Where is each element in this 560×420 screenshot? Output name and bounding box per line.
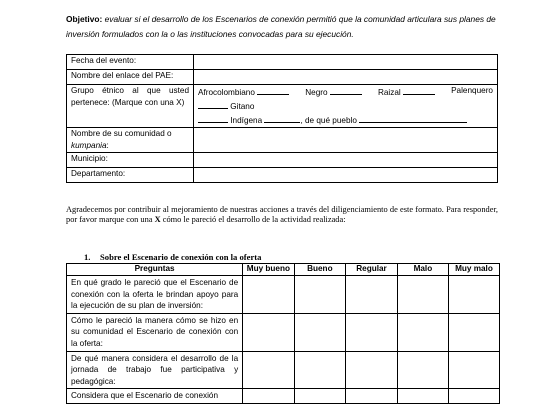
- rating-cell-regular[interactable]: [346, 276, 398, 314]
- event-date-field[interactable]: [194, 55, 498, 70]
- rating-cell-muy-bueno[interactable]: [243, 313, 294, 351]
- respondent-info-table: [66, 54, 498, 183]
- header-questions: Preguntas: [67, 264, 243, 276]
- rating-cell-muy-malo[interactable]: [448, 276, 499, 314]
- option-afro[interactable]: [198, 85, 289, 99]
- option-negro-label: Negro: [305, 88, 328, 97]
- header-muy-bueno: Muy bueno: [243, 264, 294, 276]
- community-name-label: [67, 128, 194, 153]
- survey-question-row: [67, 389, 500, 404]
- rating-cell-bueno[interactable]: [294, 351, 345, 389]
- rating-cell-malo[interactable]: [397, 313, 448, 351]
- rating-cell-muy-bueno[interactable]: [243, 276, 294, 314]
- question-text: De qué manera considera el desarrollo de la jornada de trabajo fue participativa y pedagógica:: [67, 351, 243, 389]
- rating-cell-muy-bueno[interactable]: [243, 389, 294, 404]
- rating-cell-muy-malo[interactable]: [448, 351, 499, 389]
- section-title: Sobre el Escenario de conexión con la oferta: [100, 252, 262, 262]
- rating-cell-bueno[interactable]: [294, 276, 345, 314]
- ethnic-options-row-1: [198, 85, 493, 99]
- instructions-paragraph: [66, 205, 498, 225]
- survey-question-row: [67, 276, 500, 314]
- event-date-label: Fecha del evento:: [67, 55, 194, 70]
- ethnic-group-label: [67, 85, 194, 128]
- rating-cell-bueno[interactable]: [294, 389, 345, 404]
- option-gitano[interactable]: [198, 99, 493, 113]
- question-text: Considera que el Escenario de conexión: [67, 389, 243, 404]
- instructions-text-end: cómo le pareció el desarrollo de la actividad realizada:: [160, 215, 346, 224]
- question-text: En qué grado le pareció que el Escenario de conexión con la oferta le brindan apoyo para la ejecución de su plan de inversión:: [67, 276, 243, 314]
- option-raizal[interactable]: [378, 85, 435, 99]
- header-bueno: Bueno: [294, 264, 345, 276]
- header-regular: Regular: [346, 264, 398, 276]
- header-malo: Malo: [397, 264, 448, 276]
- objective-paragraph: [66, 12, 506, 42]
- rating-cell-muy-malo[interactable]: [448, 389, 499, 404]
- survey-question-row: [67, 313, 500, 351]
- community-name-field[interactable]: [194, 128, 498, 153]
- ethnic-group-label-text: Grupo étnico al que usted pertenece: (Marque con una X): [71, 86, 189, 107]
- rating-cell-malo[interactable]: [397, 351, 448, 389]
- instructions-mark: X: [154, 215, 161, 224]
- option-afro-label: Afrocolombiano: [198, 88, 255, 97]
- department-field[interactable]: [194, 168, 498, 183]
- instructions-text-start: Agradecemos por contribuir al mejoramiento de nuestras acciones a través del diligenciamiento de este formato. Para responder, por favor marque con una: [66, 205, 498, 224]
- option-palenquero[interactable]: Palenquero: [451, 86, 493, 95]
- survey-header-row: [67, 264, 500, 276]
- objective-label: Objetivo:: [66, 14, 103, 24]
- survey-table: [66, 263, 500, 404]
- ethnic-group-options: [194, 85, 498, 128]
- municipality-label: Municipio:: [67, 153, 194, 168]
- department-label: Departamento:: [67, 168, 194, 183]
- pae-name-field[interactable]: [194, 70, 498, 85]
- objective-text: evaluar si el desarrollo de los Escenarios de conexión permitió que la comunidad articulara sus planes de inversión formulados con la o las instituciones convocadas para su ejecución.: [66, 14, 496, 39]
- rating-cell-muy-malo[interactable]: [448, 313, 499, 351]
- rating-cell-regular[interactable]: [346, 389, 398, 404]
- option-raizal-label: Raizal: [377, 88, 401, 97]
- header-muy-malo: Muy malo: [448, 264, 499, 276]
- rating-cell-regular[interactable]: [346, 313, 398, 351]
- rating-cell-malo[interactable]: [397, 276, 448, 314]
- pae-name-label: Nombre del enlace del PAE:: [67, 70, 194, 85]
- section-heading: [84, 252, 261, 262]
- option-indigena-label: Indígena: [230, 116, 263, 125]
- option-indigena[interactable]: [198, 113, 493, 127]
- option-gitano-label: Gitano: [230, 102, 255, 111]
- rating-cell-muy-bueno[interactable]: [243, 351, 294, 389]
- community-name-italic: kumpania: [71, 141, 107, 150]
- option-pueblo-label: , de qué pueblo: [300, 116, 357, 125]
- section-number: 1.: [84, 252, 91, 262]
- municipality-field[interactable]: [194, 153, 498, 168]
- option-negro[interactable]: [305, 85, 362, 99]
- community-name-text: Nombre de su comunidad o: [71, 129, 172, 138]
- question-text: Cómo le pareció la manera cómo se hizo en su comunidad el Escenario de conexión con la oferta:: [67, 313, 243, 351]
- rating-cell-bueno[interactable]: [294, 313, 345, 351]
- survey-question-row: [67, 351, 500, 389]
- community-name-colon: :: [106, 141, 109, 150]
- rating-cell-regular[interactable]: [346, 351, 398, 389]
- rating-cell-malo[interactable]: [397, 389, 448, 404]
